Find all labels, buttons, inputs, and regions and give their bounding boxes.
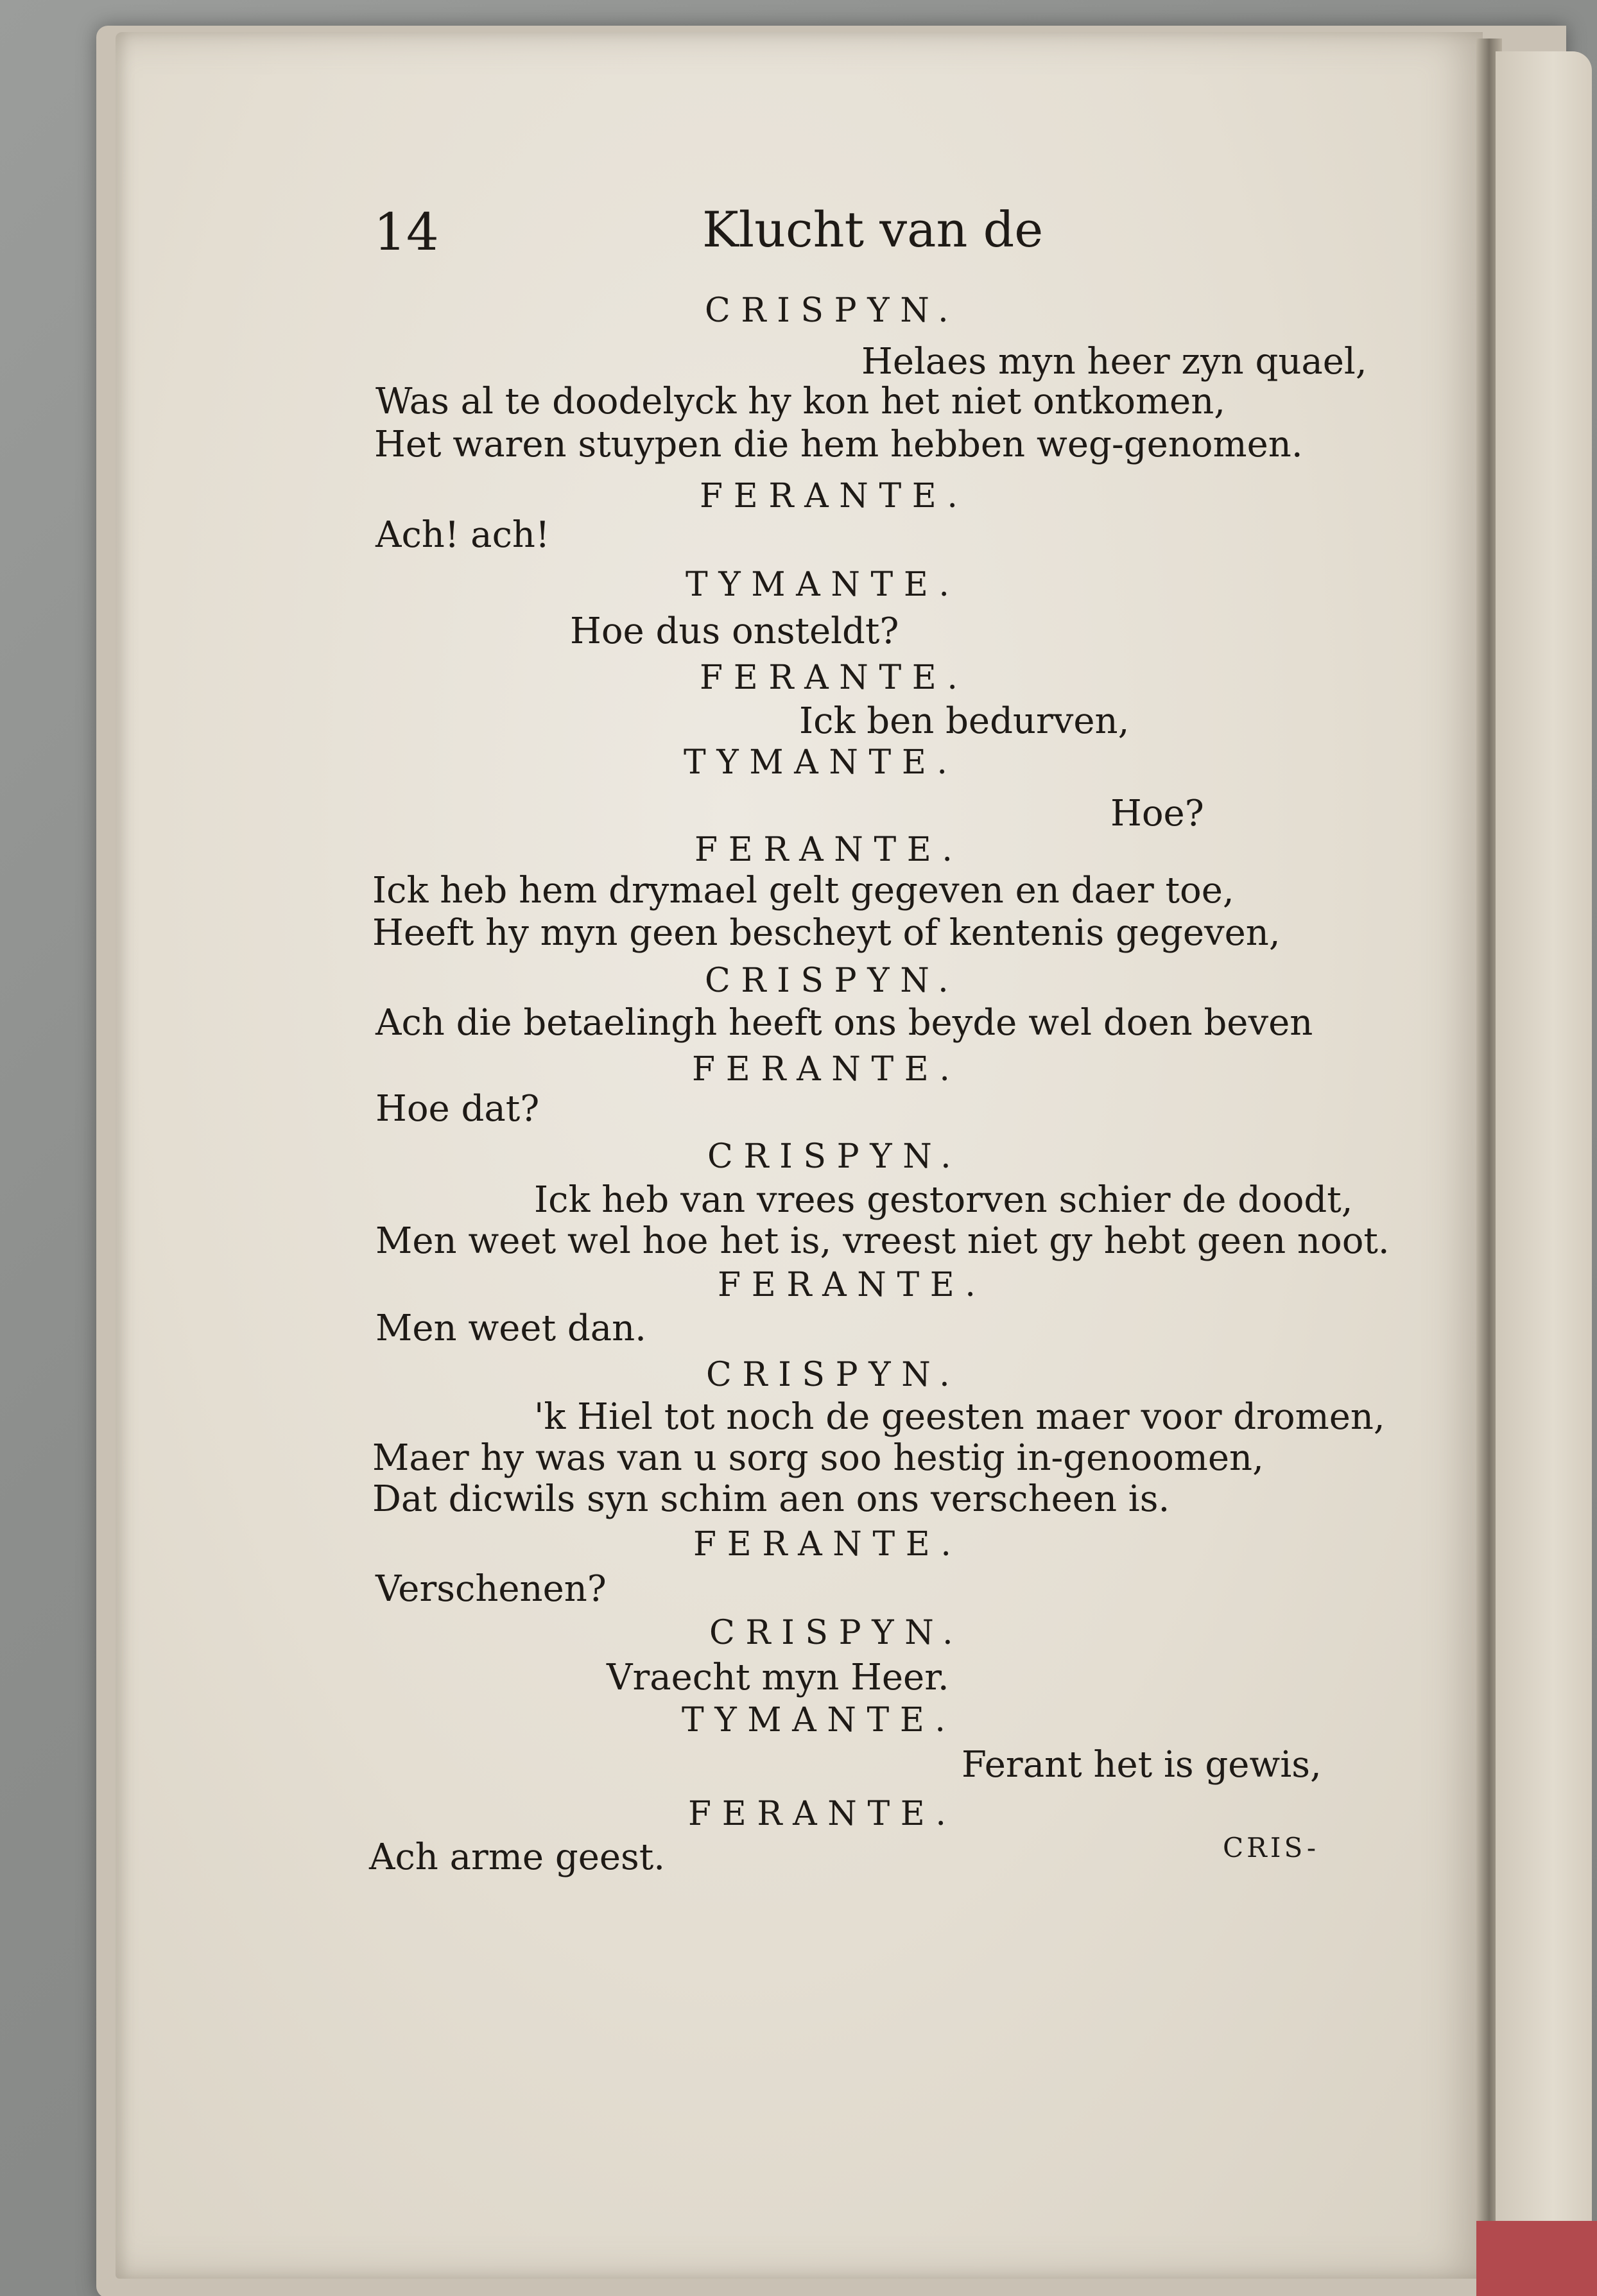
facing-page-edge	[1496, 51, 1592, 2285]
verse-line: Dat dicwils syn schim aen ons verscheen is.	[372, 1478, 1170, 1520]
speaker-name: FERANTE.	[700, 659, 969, 697]
verse-line: Het waren stuypen die hem hebben weg-genomen.	[374, 424, 1303, 465]
verse-line: Heeft hy myn geen bescheyt of kentenis gegeven,	[372, 912, 1281, 954]
verse-line: Ach arme geest.	[369, 1836, 666, 1878]
verse-line: 'k Hiel tot noch de geesten maer voor dromen,	[534, 1396, 1385, 1438]
speaker-name: FERANTE.	[695, 831, 963, 869]
speaker-name: TYMANTE.	[686, 565, 960, 604]
catchword: CRIS-	[1223, 1832, 1320, 1863]
page-number: 14	[374, 202, 439, 262]
speaker-name: FERANTE.	[700, 477, 969, 515]
verse-line: Ick ben bedurven,	[799, 700, 1130, 742]
speaker-name: FERANTE.	[688, 1795, 957, 1833]
speaker-name: FERANTE.	[693, 1525, 962, 1564]
verse-line: Maer hy was van u sorg soo hestig in-genoomen,	[372, 1437, 1264, 1479]
verse-line: Hoe?	[1110, 793, 1204, 834]
verse-line: Ferant het is gewis,	[962, 1744, 1322, 1786]
speaker-name: TYMANTE.	[684, 743, 958, 782]
speaker-name: TYMANTE.	[682, 1701, 956, 1739]
verse-line: Was al te doodelyck hy kon het niet ontkomen,	[376, 381, 1226, 422]
verse-line: Men weet dan.	[376, 1308, 646, 1349]
speaker-name: CRISPYN.	[706, 1356, 961, 1394]
verse-line: Ach! ach!	[376, 514, 550, 556]
verse-line: Hoe dat?	[376, 1088, 540, 1130]
speaker-name: CRISPYN.	[705, 962, 960, 1000]
speaker-name: CRISPYN.	[707, 1137, 962, 1176]
verse-line: Helaes myn heer zyn quael,	[861, 341, 1367, 383]
verse-line: Ach die betaelingh heeft ons beyde wel doen beven	[376, 1002, 1313, 1044]
running-title: Klucht van de	[702, 201, 1044, 258]
speaker-name: CRISPYN.	[705, 291, 960, 330]
red-spine-corner	[1476, 2221, 1597, 2296]
verse-line: Vraecht myn Heer.	[607, 1657, 949, 1698]
speaker-name: CRISPYN.	[709, 1614, 964, 1652]
verse-line: Hoe dus onsteldt?	[570, 610, 899, 652]
verse-line: Verschenen?	[376, 1568, 607, 1610]
verse-line: Men weet wel hoe het is, vreest niet gy hebt geen noot.	[376, 1220, 1390, 1262]
verse-line: Ick heb van vrees gestorven schier de doodt,	[534, 1179, 1353, 1221]
verse-line: Ick heb hem drymael gelt gegeven en daer toe,	[372, 870, 1234, 911]
speaker-name: FERANTE.	[692, 1050, 961, 1089]
speaker-name: FERANTE.	[718, 1266, 987, 1304]
